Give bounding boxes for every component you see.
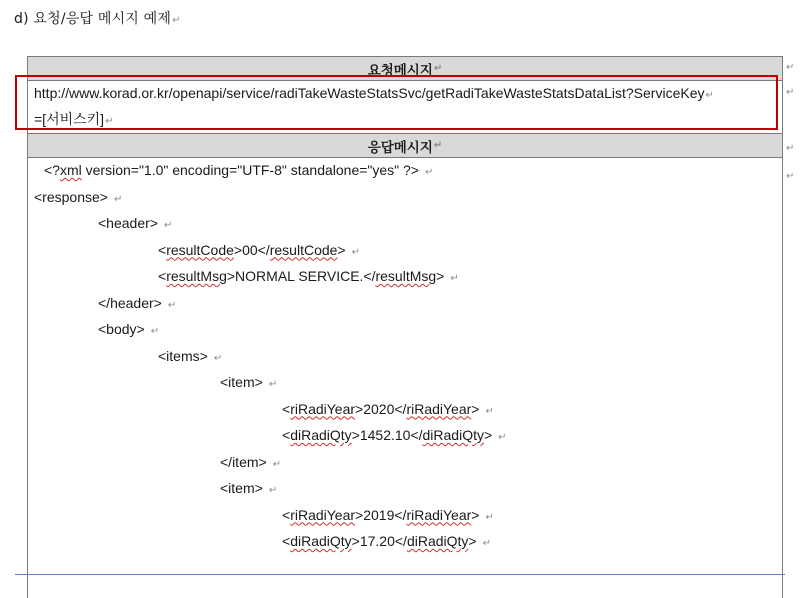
xml-text: <items> — [158, 347, 208, 364]
xml-line — [158, 242, 360, 258]
xml-text: >1452.10</ — [351, 427, 423, 443]
xml-text: <item> — [220, 480, 263, 496]
xml-line — [44, 162, 433, 178]
xml-text: </header> — [98, 294, 162, 311]
paragraph-mark-icon: ↵ — [485, 405, 494, 417]
xml-tag-name: diRadiQty — [406, 533, 469, 549]
paragraph-mark-icon: ↵ — [786, 143, 795, 154]
request-url-text: http://www.korad.or.kr/openapi/service/radiTakeWasteStatsSvc/getRadiTakeWasteStatsDataList?ServiceKey — [34, 85, 705, 101]
paragraph-mark-icon: ↵ — [172, 15, 181, 26]
xml-text: <header> — [98, 215, 158, 231]
xml-text: < — [282, 400, 291, 417]
xml-text: version="1.0" encoding="UTF-8" standalone="yes" ?> — [81, 162, 419, 178]
paragraph-mark-icon: ↵ — [786, 171, 795, 182]
paragraph-mark-icon: ↵ — [268, 485, 278, 496]
paragraph-mark-icon: ↵ — [786, 87, 795, 98]
paragraph-mark-icon: ↵ — [213, 352, 223, 364]
section-heading — [14, 8, 181, 28]
paragraph-mark-icon: ↵ — [498, 432, 507, 443]
request-header-label: 요청메시지 — [367, 62, 433, 79]
xml-tag-name: resultCode — [269, 241, 338, 258]
xml-text: > — [436, 268, 445, 284]
response-body-cell — [28, 158, 782, 598]
xml-tag-name: riRadiYear — [290, 400, 356, 417]
xml-tag-name: riRadiYear — [290, 506, 356, 523]
xml-line — [282, 427, 507, 443]
paragraph-mark-icon: ↵ — [425, 167, 434, 178]
xml-tag-name: riRadiYear — [406, 506, 472, 523]
xml-text: >NORMAL SERVICE.</ — [226, 268, 376, 284]
xml-text: < — [158, 268, 167, 284]
xml-text: <response> — [34, 188, 108, 205]
response-header-label: 응답메시지 — [367, 139, 433, 156]
xml-line — [282, 401, 494, 417]
message-table — [27, 56, 783, 598]
xml-text: <body> — [98, 321, 145, 337]
xml-tag-name: resultMsg — [375, 268, 437, 284]
xml-line — [220, 480, 277, 496]
xml-text: >17.20</ — [351, 533, 407, 549]
xml-line — [220, 374, 277, 390]
xml-text: > — [471, 400, 480, 417]
xml-text: > — [468, 533, 477, 549]
xml-tag-name: resultMsg — [166, 268, 227, 284]
paragraph-mark-icon: ↵ — [450, 273, 459, 284]
section-heading-text: d) 요청/응답 메시지 예제 — [14, 11, 172, 27]
xml-line — [282, 507, 494, 523]
xml-text: < — [158, 241, 167, 258]
paragraph-mark-icon: ↵ — [272, 458, 282, 470]
xml-tag-name: diRadiQty — [290, 427, 352, 443]
request-highlight-box — [15, 75, 778, 130]
xml-text: > — [471, 506, 480, 523]
paragraph-mark-icon: ↵ — [113, 193, 123, 205]
paragraph-mark-icon: ↵ — [433, 140, 443, 151]
xml-text: < — [282, 506, 291, 523]
paragraph-mark-icon: ↵ — [786, 62, 795, 73]
xml-tag-name: resultCode — [166, 241, 234, 258]
xml-text: >00</ — [233, 241, 270, 258]
paragraph-mark-icon: ↵ — [150, 326, 160, 337]
xml-text: <item> — [220, 374, 263, 390]
paragraph-mark-icon: ↵ — [482, 538, 491, 549]
request-service-key-text: =[서비스키] — [34, 111, 105, 127]
xml-tag-name: diRadiQty — [422, 427, 484, 443]
paragraph-mark-icon: ↵ — [433, 63, 443, 74]
xml-text: </item> — [220, 453, 267, 470]
xml-text: >2020</ — [355, 400, 407, 417]
paragraph-mark-icon: ↵ — [268, 379, 278, 390]
paragraph-mark-icon: ↵ — [351, 246, 360, 258]
xml-line — [98, 215, 172, 231]
paragraph-mark-icon: ↵ — [167, 299, 177, 311]
xml-text: < — [282, 427, 291, 443]
xml-line — [158, 348, 222, 364]
xml-line — [158, 268, 459, 284]
paragraph-mark-icon: ↵ — [485, 511, 494, 523]
page-bottom-rule — [15, 574, 785, 575]
xml-text: <? — [44, 162, 60, 178]
xml-tag-name: riRadiYear — [406, 400, 472, 417]
xml-text: >2019</ — [355, 506, 407, 523]
paragraph-mark-icon: ↵ — [705, 90, 714, 101]
xml-line — [282, 533, 491, 549]
xml-tag-name: xml — [59, 162, 82, 178]
paragraph-mark-icon: ↵ — [105, 116, 114, 127]
xml-text: > — [337, 241, 346, 258]
xml-line — [34, 189, 122, 205]
paragraph-mark-icon: ↵ — [163, 220, 173, 231]
response-header-cell — [28, 134, 782, 158]
xml-text: > — [483, 427, 493, 443]
xml-text: < — [282, 533, 291, 549]
xml-tag-name: diRadiQty — [290, 533, 352, 549]
xml-line — [220, 454, 281, 470]
xml-line — [98, 295, 176, 311]
xml-line — [98, 321, 159, 337]
